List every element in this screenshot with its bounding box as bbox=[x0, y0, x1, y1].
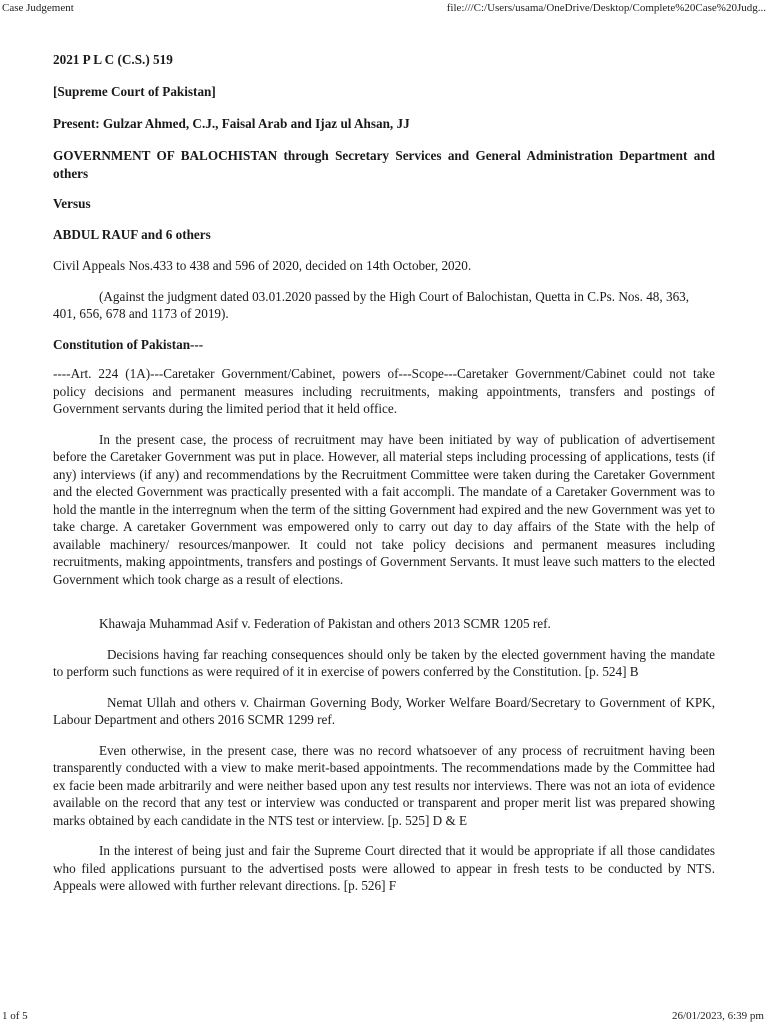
paragraph-directions: In the interest of being just and fair the Supreme Court directed that it would be appropriate if all those candidates who filed applications pursuant to the advertised posts were allowed to appear in fresh tests to be conducted by NTS. Appeals were allowed with further relevant directions. [p. 526] F bbox=[53, 843, 715, 893]
paragraph-recruitment: In the present case, the process of recruitment may have been initiated by way of publication of advertisement before the Caretaker Government was put in place. However, all material steps including processing of applications, tests (if any) interviews (if any) and recommendations by the Recruitment Committee were taken during the Caretaker Government and the elected Government was practically presented with a fait accompli. The mandate of a Caretaker Government was to hold the mantle in the interregnum when the term of the sitting Government had expired and the new Government was yet to take charge. A caretaker Government was empowered only to carry out day to day affairs of the State with the help of available machinery/ resources/manpower. It could not take policy decisions and permanent measures including recruitments, making appointments, transfers and postings of Government Servants. It must leave such matters to the elected Government which took charge as a result of elections. bbox=[53, 431, 715, 587]
page-number: 1 of 5 bbox=[2, 1010, 28, 1022]
print-datetime: 26/01/2023, 6:39 pm bbox=[672, 1010, 764, 1022]
paragraph-decisions: Decisions having far reaching consequences should only be taken by the elected government having the mandate to perform such functions as were required of it in exercise of powers conferred by the Constitution. [p. 524] B bbox=[53, 646, 715, 679]
versus: Versus bbox=[53, 196, 91, 211]
file-path: file:///C:/Users/usama/OneDrive/Desktop/Complete%20Case%20Judg... bbox=[446, 2, 766, 14]
appeal-numbers: Civil Appeals Nos.433 to 438 and 596 of 2020, decided on 14th October, 2020. bbox=[53, 258, 472, 273]
headnote: ----Art. 224 (1A)---Caretaker Government/Cabinet, powers of---Scope---Caretaker Government/Cabinet could not take policy decisions and permanent measures including recruitments, making appointments, transfers and postings of Government servants during the limited period that it held office. bbox=[53, 366, 715, 416]
print-header bbox=[0, 0, 768, 16]
respondent: ABDUL RAUF and 6 others bbox=[53, 226, 211, 242]
page-title: Case Judgement bbox=[2, 2, 74, 14]
paragraph-no-record: Even otherwise, in the present case, there was no record whatsoever of any process of recruitment having been transparently conducted with a view to make merit-based appointments. The recommendations made by the Committee had ex facie been made arbitrarily and were neither based upon any test results nor interviews. There was not an iota of evidence available on the record that any test or interview was conducted or transparent and proper merit list was prepared showing marks obtained by each candidate in the NTS test or interview. [p. 525] D & E bbox=[53, 742, 715, 828]
constitution-heading: Constitution of Pakistan--- bbox=[53, 336, 204, 352]
citation: 2021 P L C (C.S.) 519 bbox=[53, 52, 173, 67]
print-footer bbox=[0, 1008, 768, 1024]
bench-present: Present: Gulzar Ahmed, C.J., Faisal Arab and Ijaz ul Ahsan, JJ bbox=[53, 116, 410, 131]
reference-khawaja-asif: Khawaja Muhammad Asif v. Federation of Pakistan and others 2013 SCMR 1205 ref. bbox=[99, 616, 551, 631]
appellant: GOVERNMENT OF BALOCHISTAN through Secretary Services and General Administration Department and others bbox=[53, 148, 715, 181]
judgement-document bbox=[53, 51, 715, 895]
court-name: [Supreme Court of Pakistan] bbox=[53, 84, 216, 99]
against-judgment: (Against the judgment dated 03.01.2020 passed by the High Court of Balochistan, Quetta in C.Ps. Nos. 48, 363, 401, 656, 678 and 1173 of 2019). bbox=[53, 288, 690, 321]
reference-nemat-ullah: Nemat Ullah and others v. Chairman Governing Body, Worker Welfare Board/Secretary to Government of KPK, Labour Department and others 2016 SCMR 1299 ref. bbox=[53, 694, 715, 727]
